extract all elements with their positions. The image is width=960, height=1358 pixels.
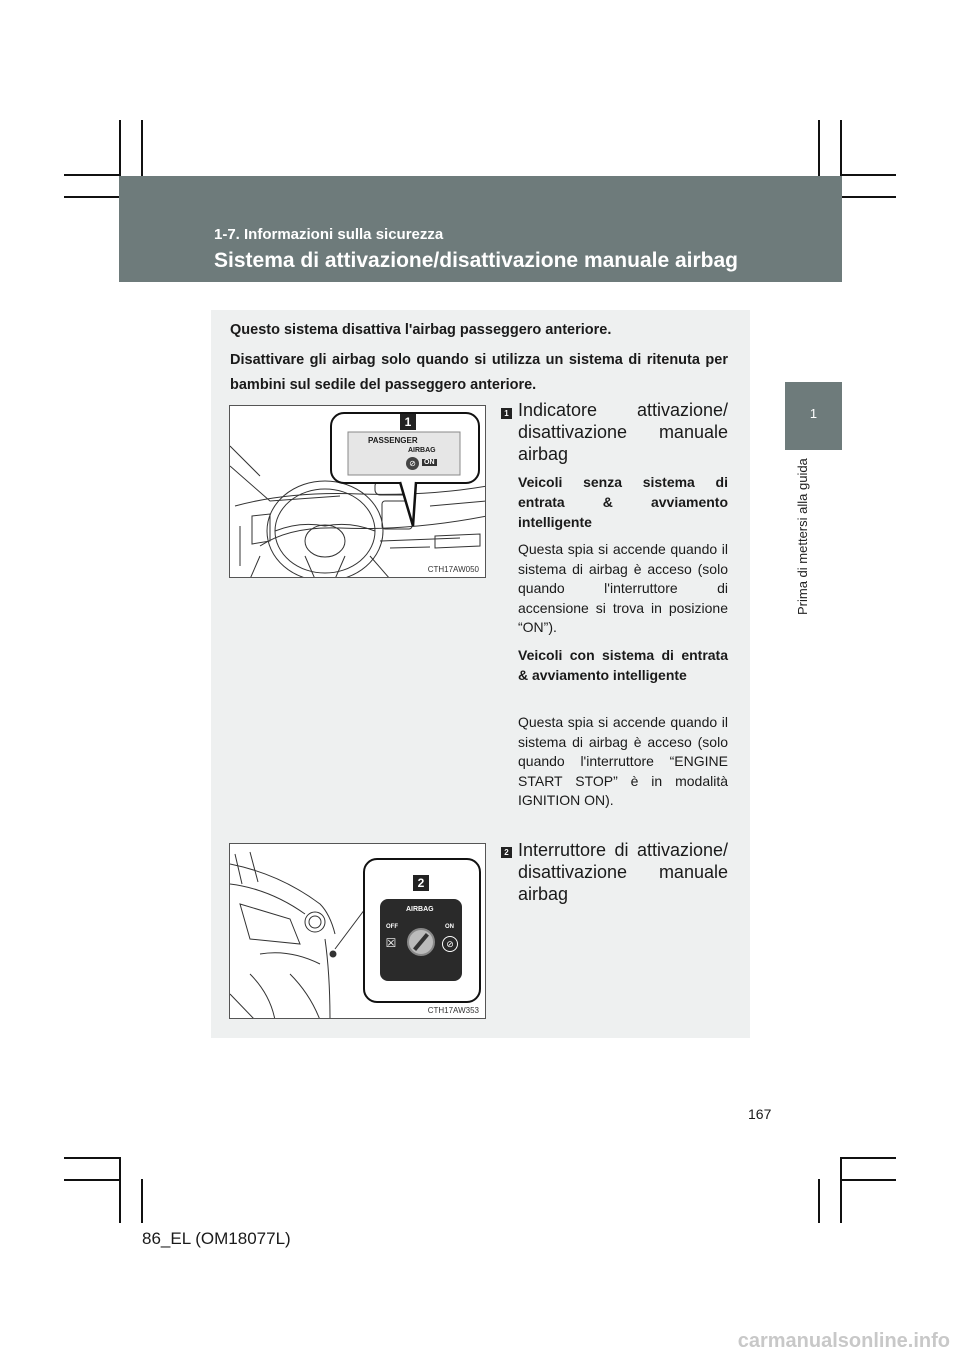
airbag-label: AIRBAG <box>408 447 436 454</box>
body-paragraph: Questa spia si accende quando il sistema di airbag è acceso (solo quando l'interruttore di accensione si trova in posizione “ON”). <box>518 541 728 635</box>
crop-mark <box>842 196 896 198</box>
passenger-label: PASSENGER <box>368 436 418 445</box>
sub-heading: Veicoli senza sistema di entrata & avviamento intelligente <box>518 474 728 530</box>
callout-number: 2 <box>413 875 429 891</box>
crop-mark <box>64 174 120 176</box>
watermark: carmanualsonline.info <box>737 1330 950 1352</box>
crop-mark <box>64 1157 120 1159</box>
page-title: Sistema di attivazione/disattivazione manuale airbag <box>214 249 738 272</box>
intro-line: Disattivare gli airbag solo quando si utilizza un sistema di ritenuta per bambini sul sedile del passeggero anteriore. <box>230 352 728 393</box>
figure-code: CTH17AW353 <box>427 1006 479 1015</box>
figure-code: CTH17AW050 <box>427 565 479 574</box>
callout-pointer <box>230 406 486 578</box>
switch-on-label: ON <box>445 924 454 930</box>
switch-airbag-label: AIRBAG <box>406 906 434 913</box>
item-number: 2 <box>501 847 512 858</box>
document-code: 86_EL (OM18077L) <box>142 1229 291 1248</box>
chapter-number: 1 <box>809 406 818 421</box>
intro-line: Questo sistema disattiva l'airbag passeggero anteriore. <box>230 322 612 338</box>
sub-heading: Veicoli con sistema di entrata & avviamento intelligente <box>518 647 728 683</box>
crop-mark <box>141 120 143 176</box>
crop-mark <box>842 1157 896 1159</box>
page-number: 167 <box>748 1106 772 1122</box>
airbag-off-symbol-icon: ☒ <box>385 936 397 950</box>
switch-off-label: OFF <box>386 924 398 930</box>
switch-illustration <box>229 843 486 1019</box>
section-label: 1-7. Informazioni sulla sicurezza <box>214 226 444 243</box>
callout-number: 1 <box>400 414 416 430</box>
on-indicator-label: ON <box>424 459 435 466</box>
chapter-label: Prima di mettersi alla guida <box>795 458 810 615</box>
crop-mark <box>842 174 896 176</box>
body-paragraph: Questa spia si accende quando il sistema di airbag è acceso (solo quando l'interruttore “ENGINE START STOP” è in modalità IGNITION ON). <box>518 714 728 808</box>
crop-mark <box>840 120 842 176</box>
crop-mark <box>842 1179 896 1181</box>
crop-mark <box>119 1157 121 1223</box>
header-band <box>119 176 842 282</box>
dashboard-illustration <box>229 405 486 578</box>
intro-text <box>230 318 728 403</box>
crop-mark <box>840 1157 842 1223</box>
crop-mark <box>141 1179 143 1223</box>
crop-mark <box>119 120 121 176</box>
item-heading: Indicatore attivazione/ disattivazione manuale airbag <box>518 400 728 464</box>
crop-mark <box>64 1179 120 1181</box>
crop-mark <box>64 196 120 198</box>
crop-mark <box>818 1179 820 1223</box>
chapter-tab <box>785 382 842 450</box>
airbag-on-symbol-icon: ⊘ <box>442 936 458 952</box>
airbag-off-icon: ⊘ <box>406 457 419 470</box>
crop-mark <box>818 120 820 176</box>
item-number: 1 <box>501 408 512 419</box>
item-heading: Interruttore di attivazione/ disattivazione manuale airbag <box>518 840 728 904</box>
